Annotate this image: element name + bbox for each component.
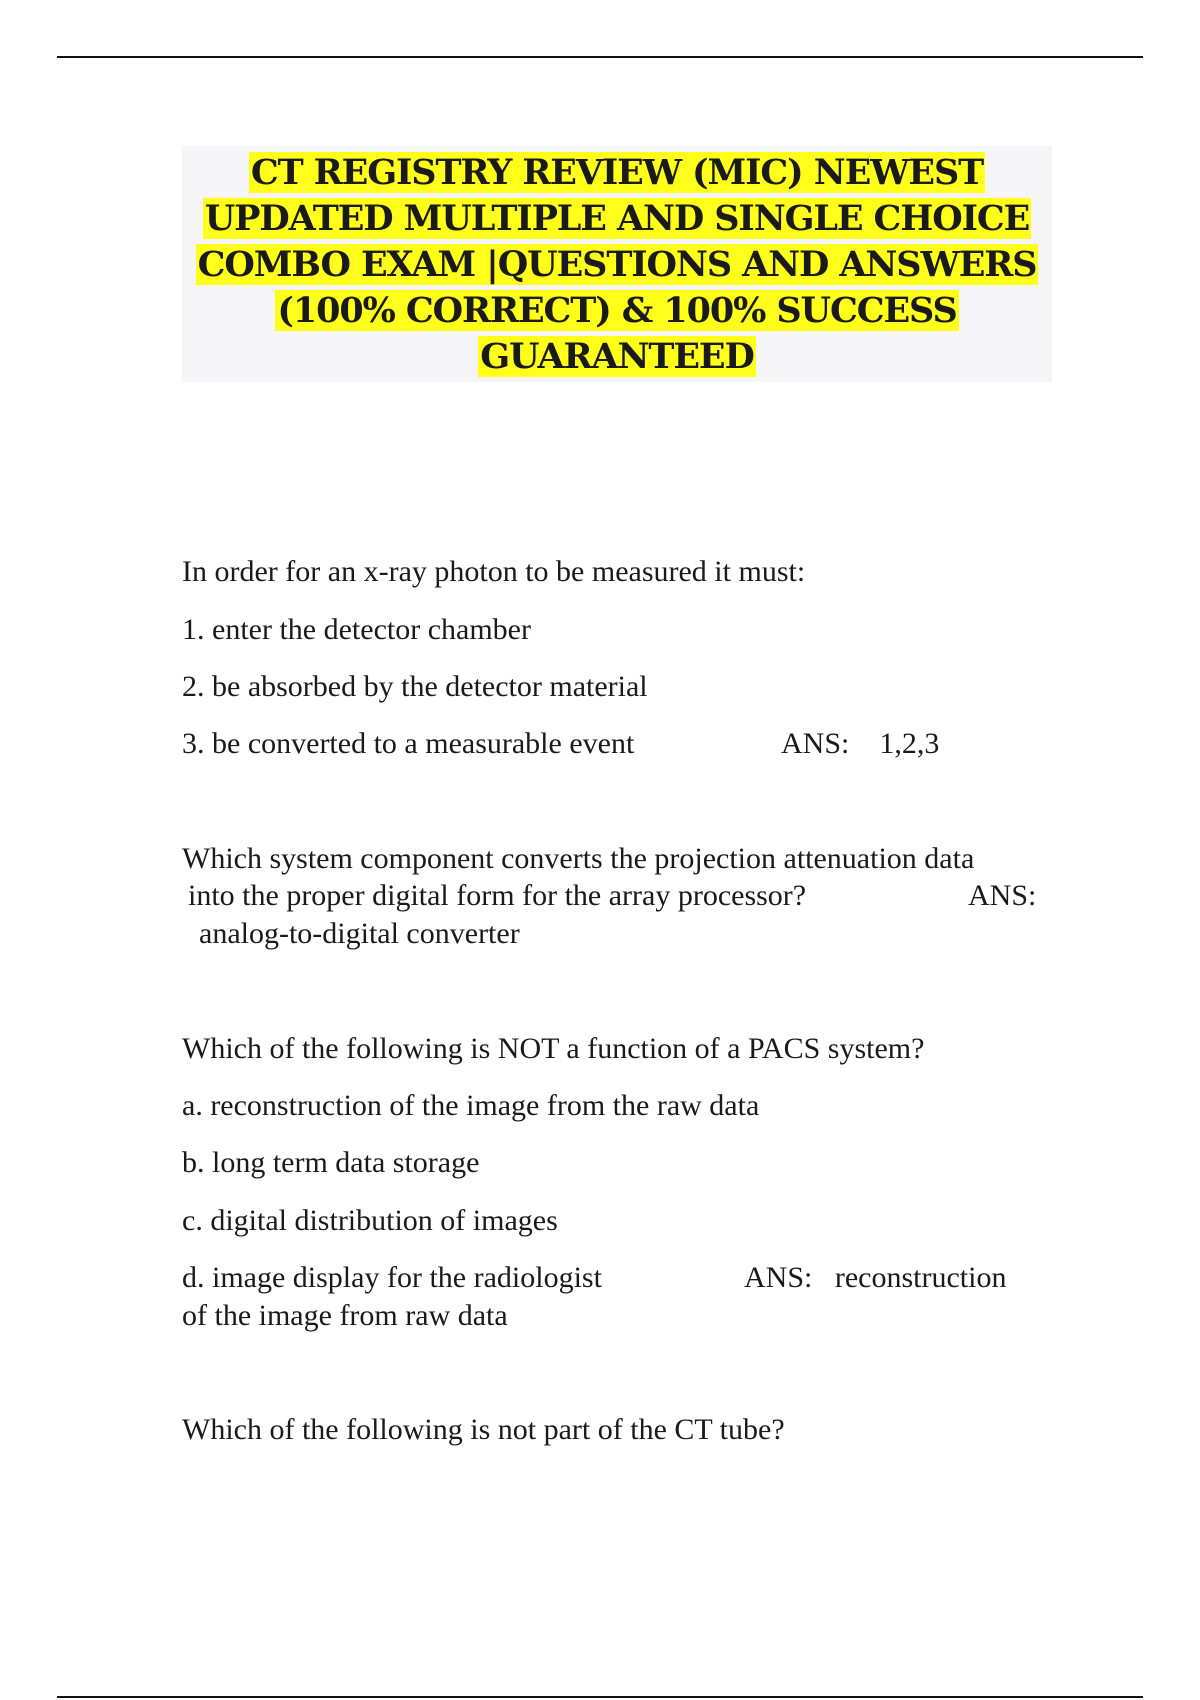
question-1-answer (781, 725, 939, 763)
title-line: GUARANTEED (480, 336, 754, 377)
document-title (196, 150, 1039, 380)
question-3-answer (744, 1259, 1006, 1297)
title-line: UPDATED MULTIPLE AND SINGLE CHOICE (204, 198, 1030, 239)
title-line: CT REGISTRY REVIEW (MIC) NEWEST (250, 152, 984, 193)
question-3-prompt: Which of the following is NOT a function of a PACS system? (182, 1032, 925, 1065)
question-4-prompt: Which of the following is not part of the CT tube? (182, 1413, 785, 1446)
question-2-answer: analog-to-digital converter (199, 917, 520, 950)
question-1-option: 1. enter the detector chamber (182, 613, 531, 646)
answer-label: ANS: (744, 1261, 813, 1294)
question-1-option: 2. be absorbed by the detector material (182, 670, 648, 703)
question-3-answer-continued: of the image from raw data (182, 1299, 508, 1332)
question-3-option: d. image display for the radiologist (182, 1261, 602, 1294)
question-3-option: b. long term data storage (182, 1146, 480, 1179)
title-line: (100% CORRECT) & 100% SUCCESS (277, 290, 957, 331)
footer-rule (57, 1696, 1143, 1698)
document-title-box (182, 146, 1052, 382)
question-2-prompt-line: into the proper digital form for the array processor? (188, 879, 807, 912)
answer-label: ANS: (781, 727, 850, 760)
answer-value: 1,2,3 (879, 727, 940, 760)
question-1-option: 3. be converted to a measurable event (182, 727, 635, 760)
title-line: COMBO EXAM |QUESTIONS AND ANSWERS (197, 244, 1037, 285)
header-rule (57, 56, 1143, 58)
question-2-answer-label: ANS: (968, 879, 1037, 912)
answer-value: reconstruction (834, 1261, 1007, 1294)
question-3-option: a. reconstruction of the image from the raw data (182, 1089, 760, 1122)
question-3-option: c. digital distribution of images (182, 1204, 558, 1237)
question-2-prompt: Which system component converts the projection attenuation data (182, 842, 975, 875)
question-1-prompt: In order for an x-ray photon to be measured it must: (182, 555, 806, 588)
